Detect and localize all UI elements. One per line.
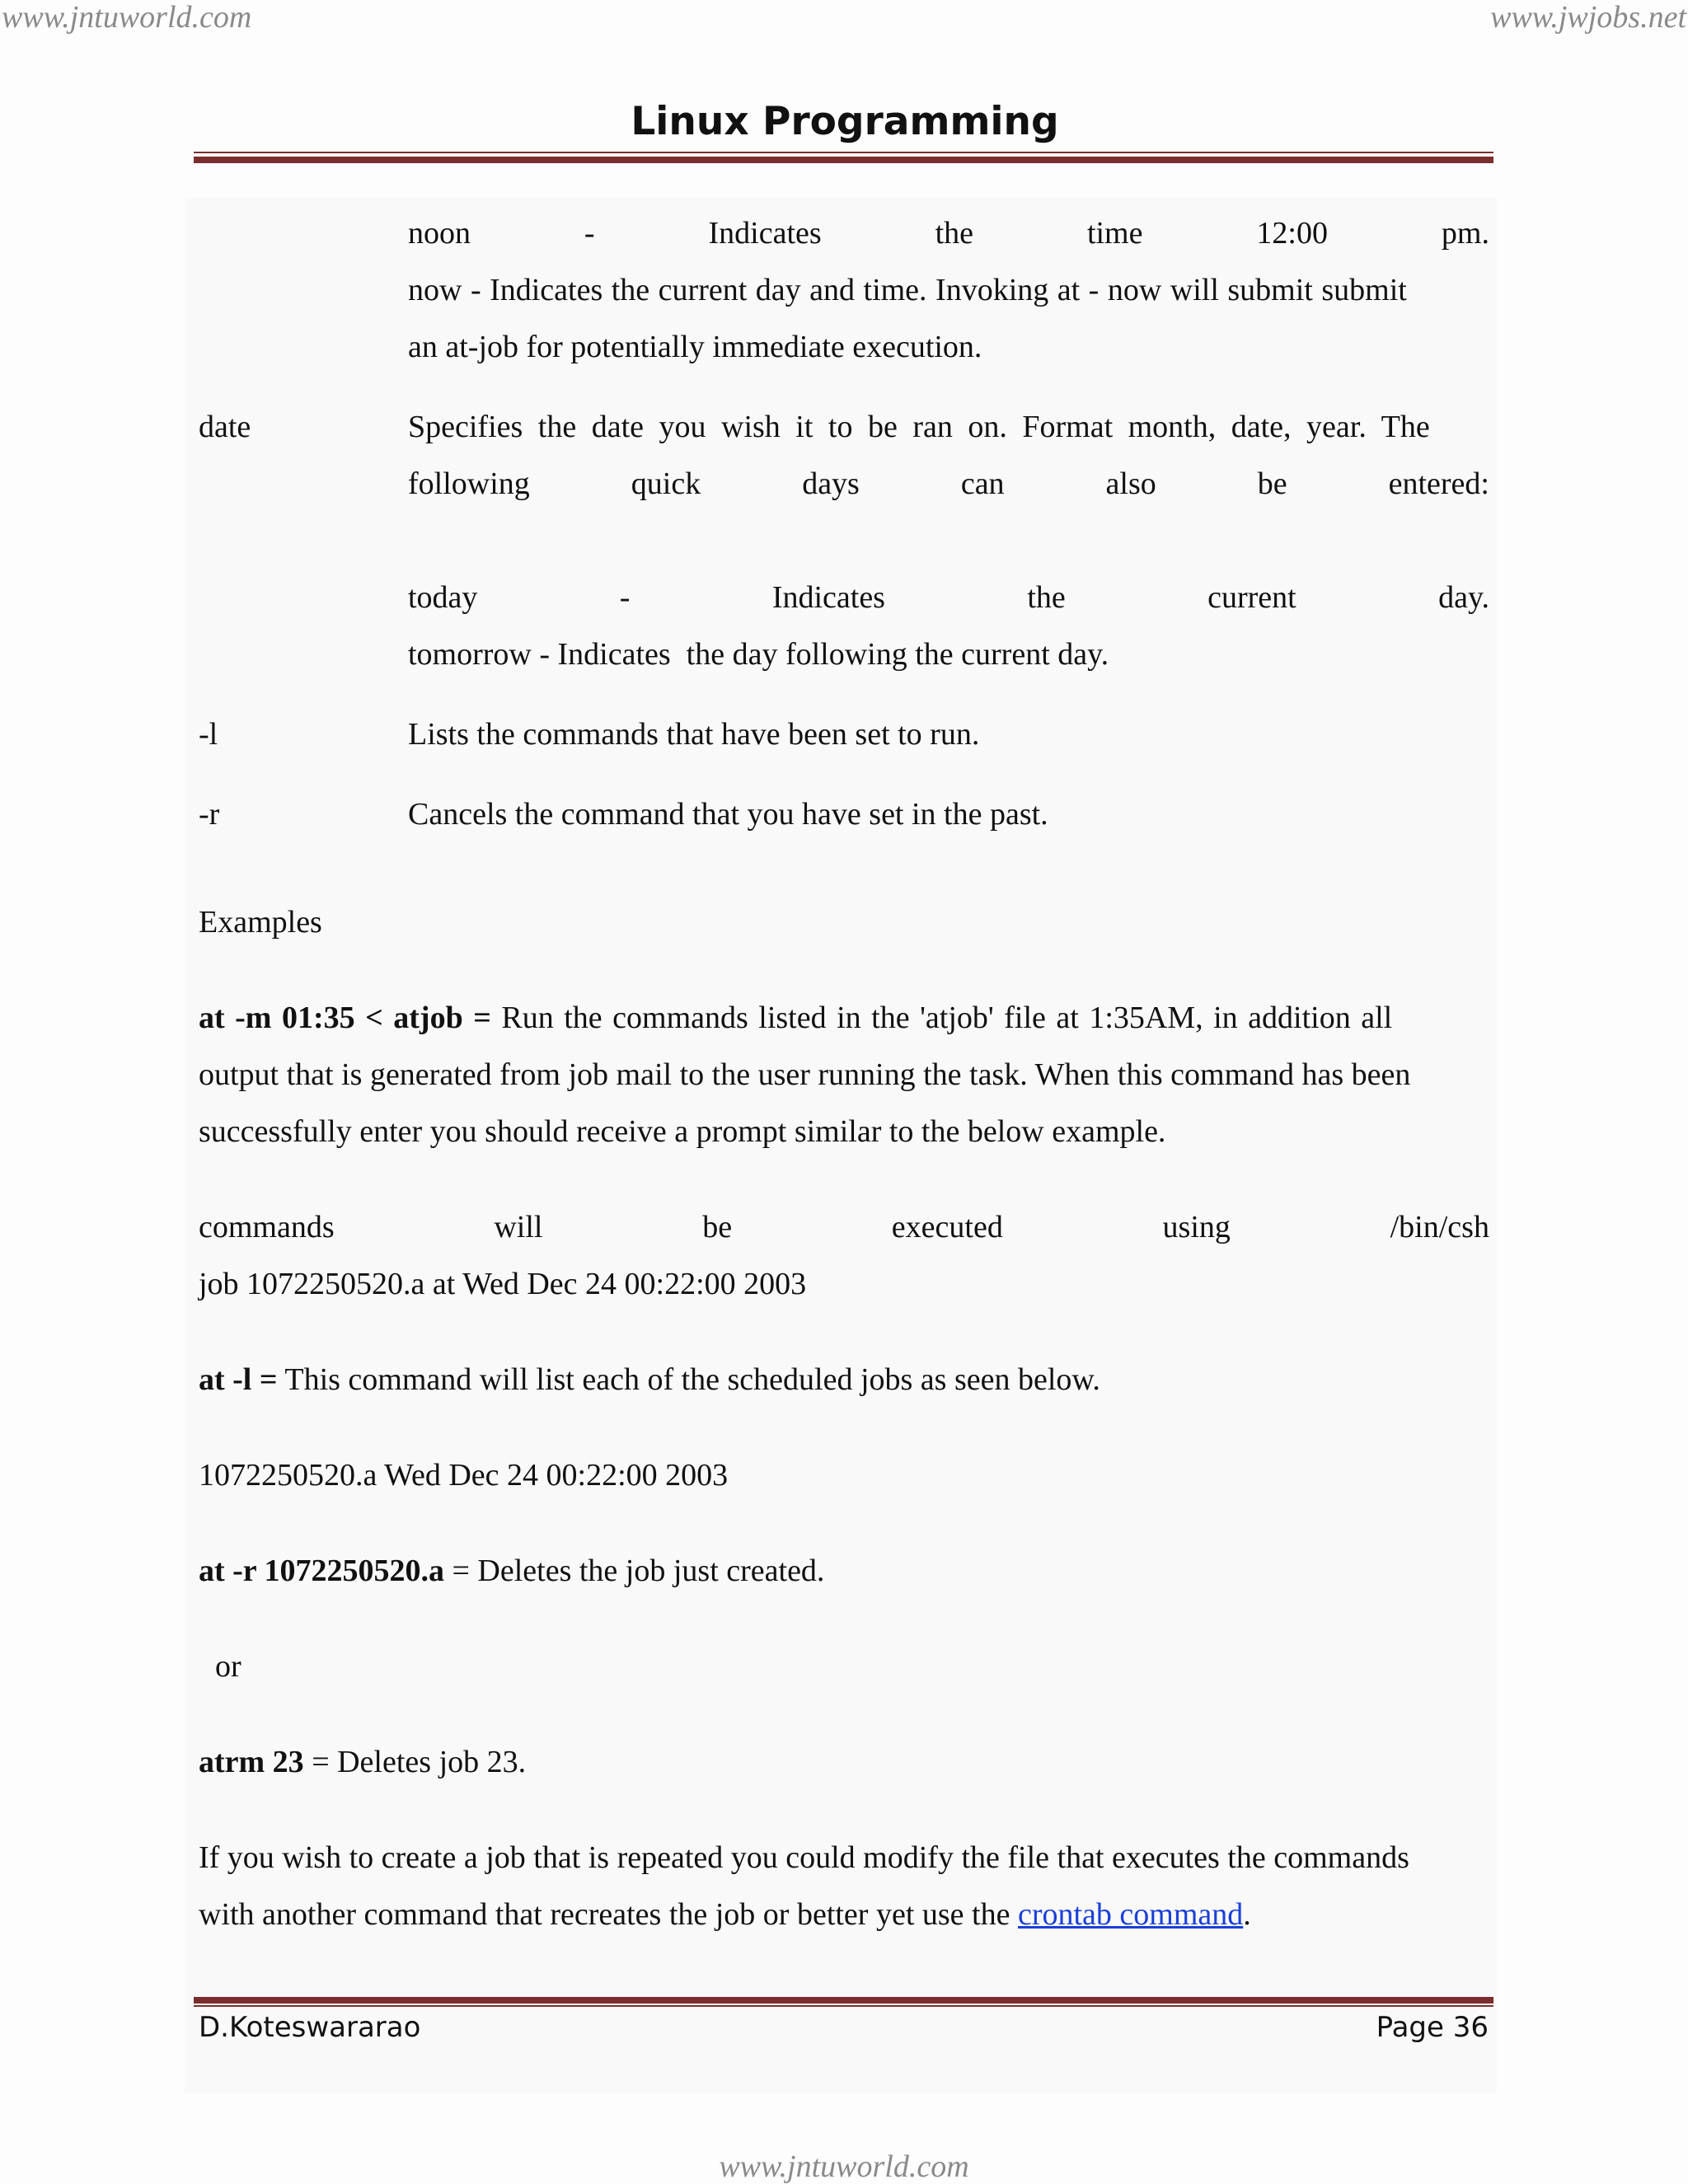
example-2-text: This command will list each of the scheduled jobs as seen below. xyxy=(284,1362,1100,1397)
prompt-word: using xyxy=(1162,1210,1231,1244)
crontab-command-link[interactable]: crontab command xyxy=(1017,1897,1244,1932)
example-2-line xyxy=(199,1364,1100,1395)
example-1-command: at -m 01:35 < atjob = xyxy=(199,1001,491,1035)
prompt-line-2: job 1072250520.a at Wed Dec 24 00:22:00 2003 xyxy=(199,1267,807,1301)
prompt-line-1 xyxy=(199,1212,1489,1243)
date-desc-line-1: Specifies the date you wish it to be ran on. Format month, date, year. The xyxy=(408,410,1430,444)
noon-word: - xyxy=(584,216,595,251)
footer-author: D.Koteswararao xyxy=(199,2011,421,2044)
watermark-top-right: www.jwjobs.net xyxy=(1490,0,1686,35)
date-word: quick xyxy=(631,466,701,501)
today-word: the xyxy=(1027,580,1066,615)
date-word: can xyxy=(960,466,1005,501)
examples-heading: Examples xyxy=(199,905,322,940)
today-word: current xyxy=(1207,580,1296,615)
example-4-line xyxy=(199,1746,526,1778)
date-desc-line-2 xyxy=(408,468,1489,499)
noon-line xyxy=(408,218,1489,249)
l-option-desc: Lists the commands that have been set to run. xyxy=(408,717,980,752)
prompt-word: will xyxy=(494,1210,543,1244)
r-option-desc: Cancels the command that you have set in the past. xyxy=(408,797,1048,832)
noon-word: the xyxy=(935,216,974,251)
prompt-word: /bin/csh xyxy=(1390,1210,1489,1244)
final-paragraph-line-1: If you wish to create a job that is repeated you could modify the file that executes the commands xyxy=(199,1840,1409,1875)
footer-rule-thin xyxy=(194,2005,1493,2007)
final-line-2-text: with another command that recreates the job or better yet use the xyxy=(199,1897,1010,1932)
example-4-text: = Deletes job 23. xyxy=(312,1745,527,1779)
today-word: day. xyxy=(1438,580,1489,615)
example-1-line-2: output that is generated from job mail to the user running the task. When this command has been xyxy=(199,1057,1411,1092)
example-1-line-1 xyxy=(199,1002,1392,1033)
noon-word: Indicates xyxy=(708,216,822,251)
example-1-text: Run the commands listed in the 'atjob' file at 1:35AM, in addition all xyxy=(501,1001,1393,1035)
date-word: following xyxy=(408,466,530,501)
date-term: date xyxy=(199,410,251,444)
watermark-bottom: www.jntuworld.com xyxy=(719,2149,969,2184)
final-line-2-period: . xyxy=(1243,1897,1251,1932)
date-word: be xyxy=(1257,466,1287,501)
noon-word: time xyxy=(1086,216,1143,251)
date-word: also xyxy=(1105,466,1156,501)
noon-word: 12:00 xyxy=(1256,216,1328,251)
prompt-word: commands xyxy=(199,1210,335,1244)
date-word: days xyxy=(802,466,860,501)
noon-word: pm. xyxy=(1441,216,1489,251)
example-1-line-3: successfully enter you should receive a prompt similar to the below example. xyxy=(199,1114,1166,1149)
tomorrow-line: tomorrow - Indicates the day following the current day. xyxy=(408,637,1109,672)
job-listing: 1072250520.a Wed Dec 24 00:22:00 2003 xyxy=(199,1458,729,1493)
example-3-line xyxy=(199,1555,824,1586)
footer-rule-thick xyxy=(194,1997,1493,2004)
example-2-command: at -l = xyxy=(199,1362,278,1397)
page-header-title: Linux Programming xyxy=(631,99,1059,144)
footer-page-number: Page 36 xyxy=(1376,2011,1489,2044)
noon-word: noon xyxy=(408,216,471,251)
prompt-word: be xyxy=(702,1210,733,1244)
prompt-word: executed xyxy=(891,1210,1003,1244)
watermark-top-left: www.jntuworld.com xyxy=(2,0,252,35)
header-rule-thick xyxy=(194,157,1493,163)
l-option-term: -l xyxy=(199,717,218,752)
or-text: or xyxy=(215,1649,241,1684)
today-word: Indicates xyxy=(771,580,885,615)
today-line xyxy=(408,582,1489,613)
header-rule-thin xyxy=(194,152,1493,153)
example-4-command: atrm 23 xyxy=(199,1745,304,1779)
today-word: - xyxy=(619,580,631,615)
final-paragraph-line-2 xyxy=(199,1899,1251,1930)
date-word: entered: xyxy=(1388,466,1489,501)
example-3-command: at -r 1072250520.a xyxy=(199,1554,444,1588)
now-line-2: an at-job for potentially immediate execution. xyxy=(408,330,982,364)
example-3-text: = Deletes the job just created. xyxy=(452,1554,825,1588)
r-option-term: -r xyxy=(199,797,220,832)
today-word: today xyxy=(408,580,478,615)
now-line-1: now - Indicates the current day and time. Invoking at - now will submit submit xyxy=(408,273,1407,307)
